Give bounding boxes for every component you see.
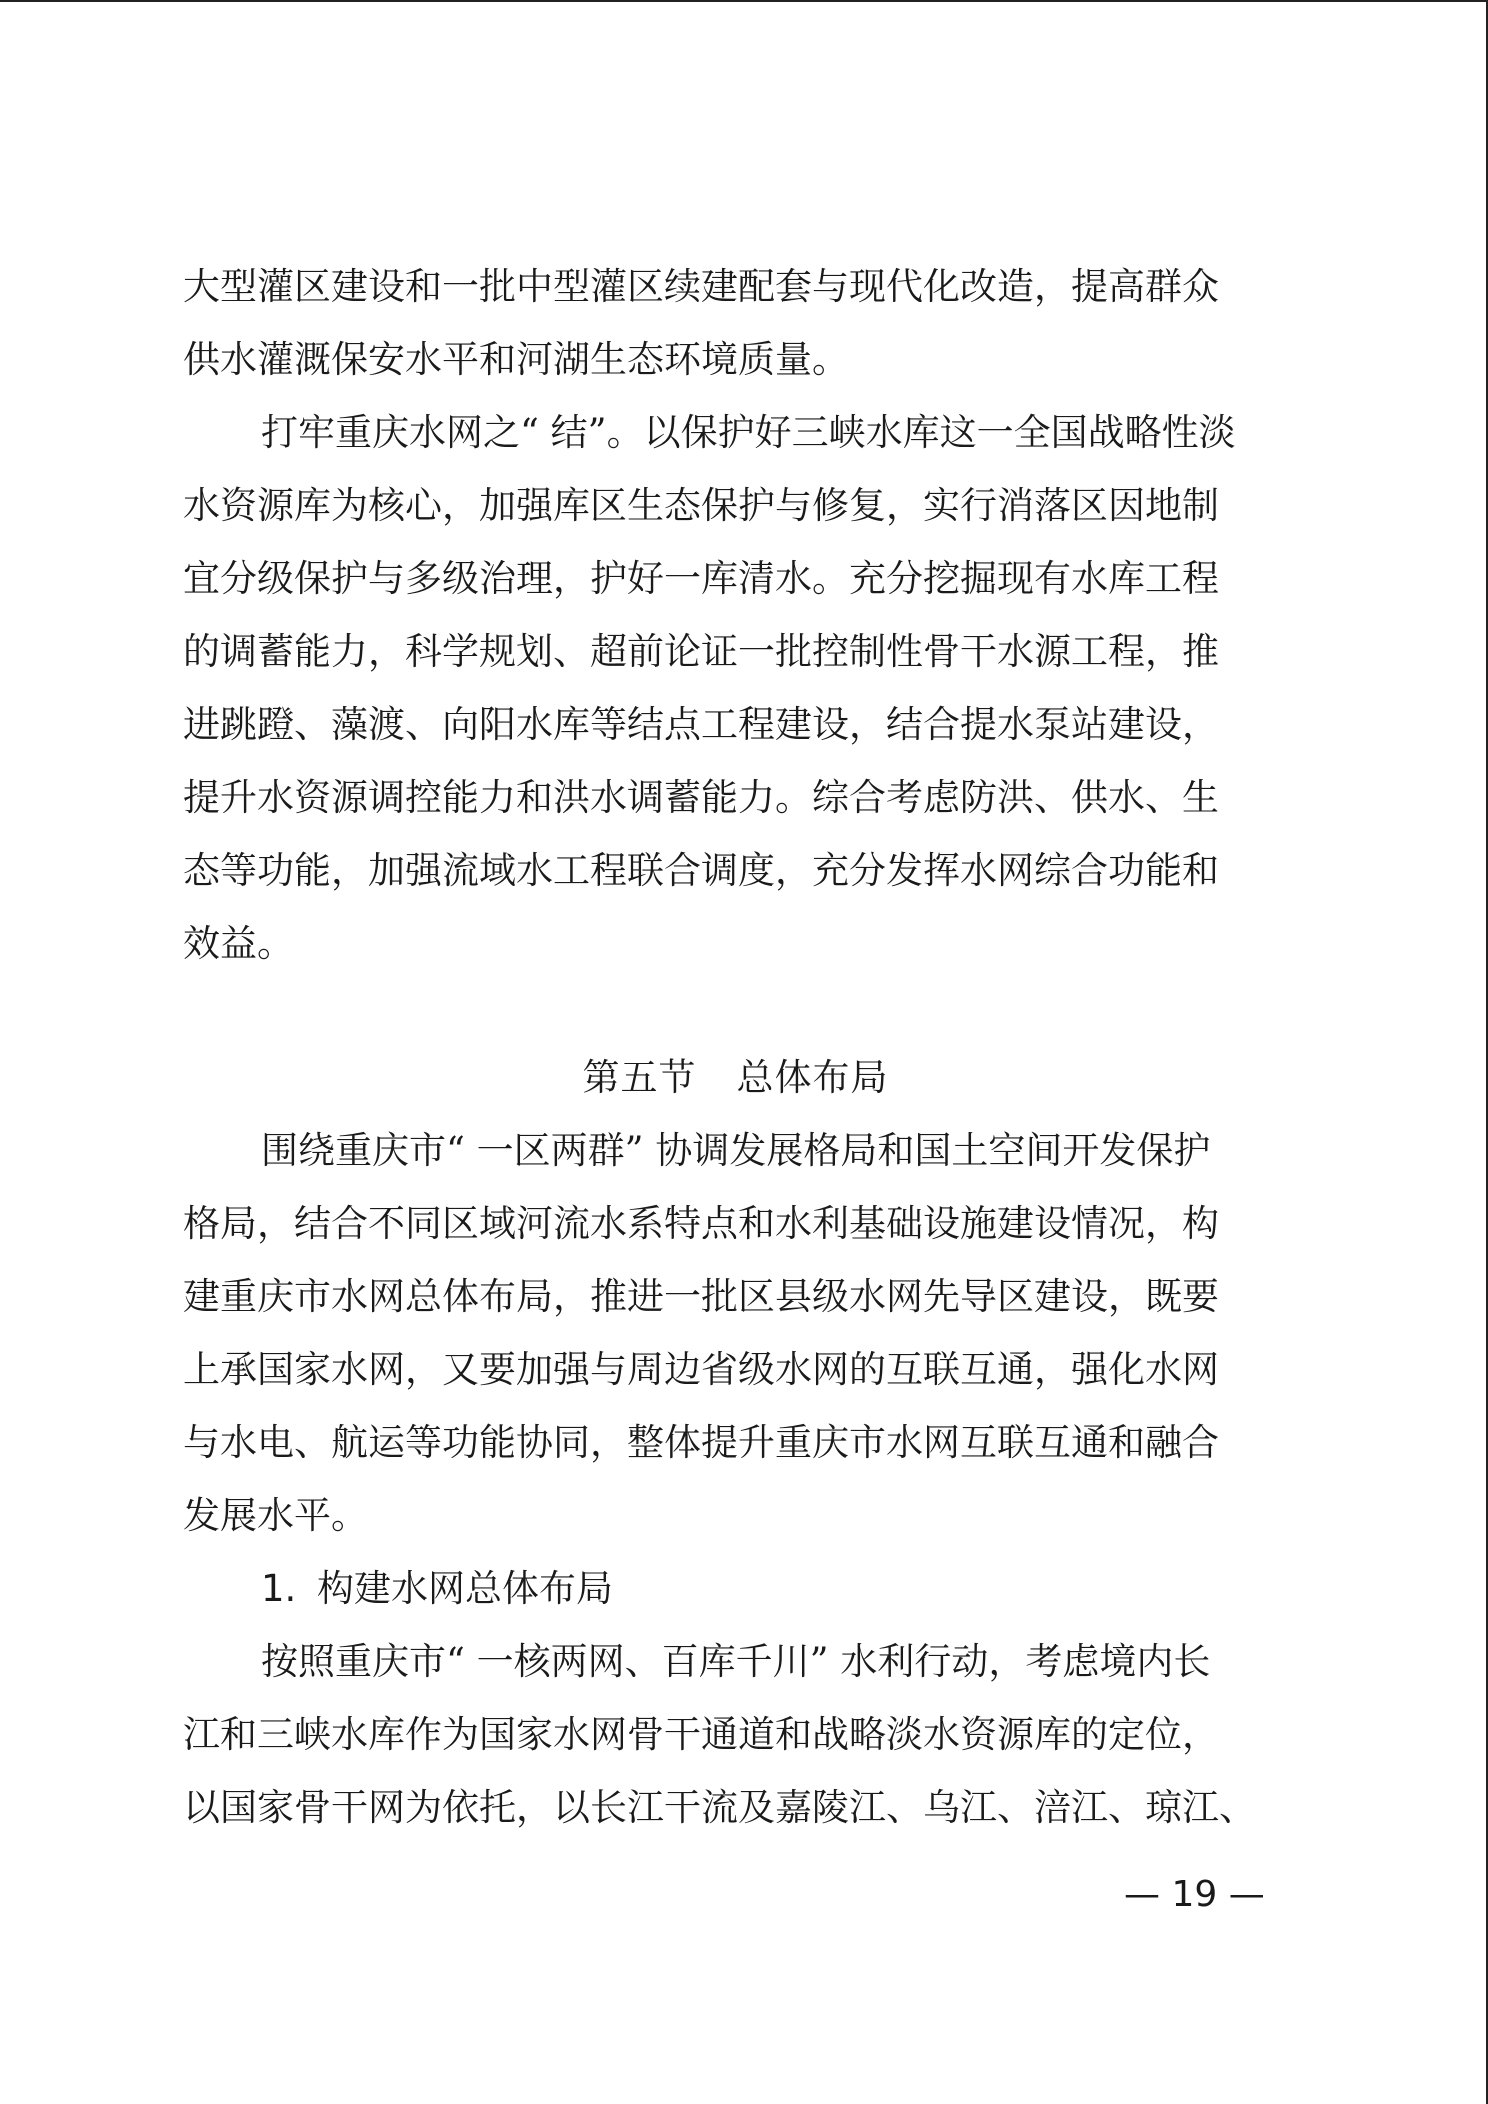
paragraph-water-network-node <box>183 396 1288 980</box>
subheading <box>183 1552 1288 1625</box>
section-number: 第五节 <box>582 1056 697 1099</box>
text-line: 进跳蹬、藻渡、向阳水库等结点工程建设，结合提水泵站建设， <box>183 703 1219 746</box>
text-line: 与水电、航运等功能协同，整体提升重庆市水网互联互通和融合 <box>183 1421 1219 1464</box>
text-line: 提升水资源调控能力和洪水调蓄能力。综合考虑防洪、供水、生 <box>183 776 1219 819</box>
text-line: 以国家骨干网为依托，以长江干流及嘉陵江、乌江、涪江、琼江、 <box>183 1786 1256 1829</box>
text-line: 按照重庆市“ 一核两网、百库千川” 水利行动，考虑境内长 <box>261 1640 1211 1683</box>
page-number: — 19 — <box>1124 1874 1265 1915</box>
text-line: 围绕重庆市“ 一区两群” 协调发展格局和国土空间开发保护 <box>261 1129 1211 1172</box>
section-heading <box>183 1041 1288 1114</box>
text-line: 宜分级保护与多级治理，护好一库清水。充分挖掘现有水库工程 <box>183 557 1219 600</box>
text-line: 上承国家水网，又要加强与周边省级水网的互联互通，强化水网 <box>183 1348 1219 1391</box>
subheading-title: 构建水网总体布局 <box>317 1567 613 1610</box>
paragraph-network-plan <box>183 1625 1288 1844</box>
text-line: 态等功能，加强流域水工程联合调度，充分发挥水网综合功能和 <box>183 849 1219 892</box>
section-title: 总体布局 <box>736 1056 889 1099</box>
section-spacer <box>183 980 1288 1041</box>
text-line: 大型灌区建设和一批中型灌区续建配套与现代化改造，提高群众 <box>183 265 1219 308</box>
text-line: 打牢重庆水网之“ 结”。以保护好三峡水库这一全国战略性淡 <box>261 411 1236 454</box>
text-line: 供水灌溉保安水平和河湖生态环境质量。 <box>183 338 849 381</box>
subheading-number: 1. <box>261 1567 297 1610</box>
text-line: 发展水平。 <box>183 1494 368 1537</box>
text-line: 的调蓄能力，科学规划、超前论证一批控制性骨干水源工程，推 <box>183 630 1219 673</box>
text-line: 水资源库为核心，加强库区生态保护与修复，实行消落区因地制 <box>183 484 1219 527</box>
paragraph-overall-layout <box>183 1114 1288 1552</box>
text-line: 江和三峡水库作为国家水网骨干通道和战略淡水资源库的定位， <box>183 1713 1219 1756</box>
page-body <box>183 250 1288 1844</box>
paragraph-continuation <box>183 250 1288 396</box>
text-line: 效益。 <box>183 922 294 965</box>
text-line: 建重庆市水网总体布局，推进一批区县级水网先导区建设，既要 <box>183 1275 1219 1318</box>
text-line: 格局，结合不同区域河流水系特点和水利基础设施建设情况，构 <box>183 1202 1219 1245</box>
